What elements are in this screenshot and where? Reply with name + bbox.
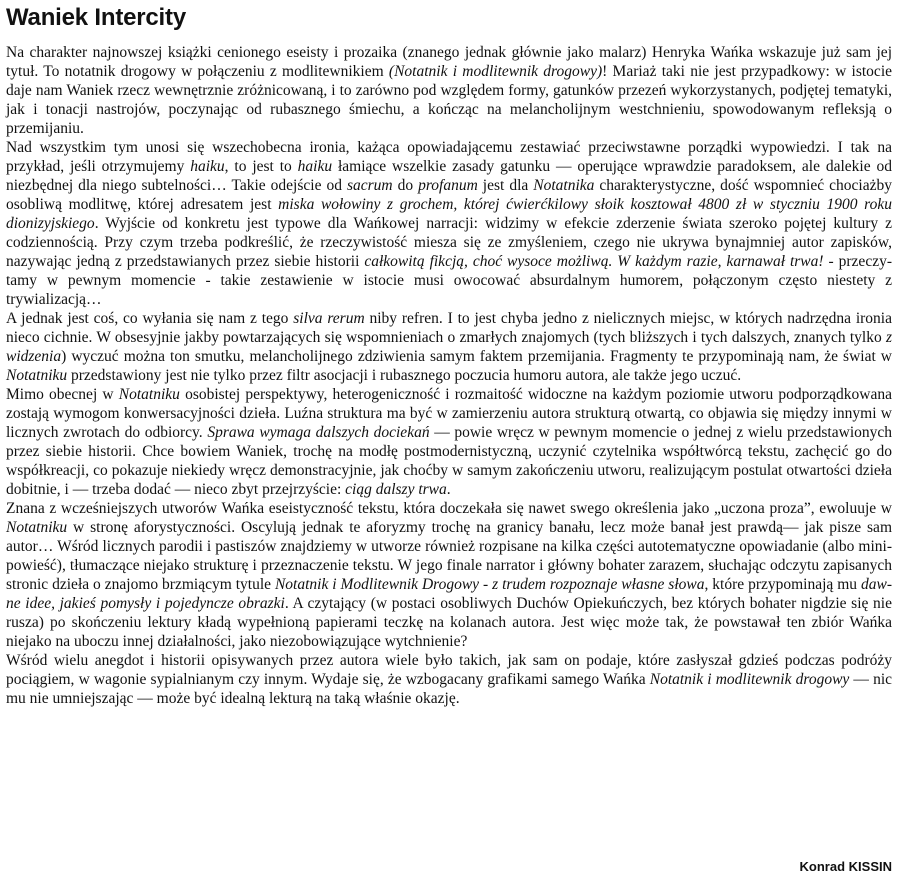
text-run: Nad wszystkim tym unosi się wszechobecna ironia, każąca opowiadającemu zestawiać przeciwstawne porządki wypowiedzi. I tak na przykład, jeśli otrzymujemy [6, 139, 892, 175]
text-run: , to jest to [224, 158, 298, 175]
text-run: . [446, 481, 451, 498]
text-run: charakterystyczne, dość wspomnieć chociażby osobliwą modlitwę, której adresatem jest [6, 177, 893, 213]
italic-run: miska wołowiny z grochem, której ćwierćkilowy słoik kosztował 4800 zł w styczniu 1900 roku dionizyjskiego [6, 196, 892, 232]
text-run: , które przypominają mu [704, 576, 861, 593]
text-run: A jednak jest coś, co wyłania się nam z tego [6, 310, 294, 327]
text-run: niby refren. I to jest chyba jedno z nielicznych miejsc, w których nadrzędna ironia nieco cichnie. W obsesyjnie jakby powtarzających się wspomnieniach o zmarłych znajomych (tych bliższych i tych dalszych, znanych tylko [6, 310, 892, 346]
italic-run: Notatniku [6, 519, 68, 536]
text-run: ! Mariaż taki nie jest przypadkowy: w istocie daje nam Waniek rzecz wewnętrznie zróżnicowaną, i to zarówno pod względem formy, gatunków przezeń wykorzystanych, podjętej tematyki, jak i tonacji nastrojów, poczynając od rubasznego śmiechu, a kończąc na melancholijnym westchnieniu, spowodowanym refleksją o przemijaniu. [6, 63, 892, 137]
text-run: do [392, 177, 419, 194]
text-run: Mimo obecnej w [6, 386, 119, 403]
text-run: przedstawiony jest nie tylko przez filtr asocjacji i rubasznego poczucia humoru autora, ale także jego uczuć. [67, 367, 742, 384]
text-run: jest dla [477, 177, 534, 194]
italic-run: całkowitą fikcją, choć wysoce możliwą. W każdym razie, karnawał trwa! [364, 253, 824, 270]
article-body [6, 43, 892, 708]
text-run: . A czytający (w postaci osobliwych Duchów Opiekuńczych, bez których bohater nigdzie się nie rusza) po skończeniu lektury kładą wypełnioną papierami teczkę na kolanach autora. Jest więc może tak, że powstawał ten zbiór Wańka niejako na uboczu innej działalności, jako niezobowiązujące wytchnienie? [6, 595, 892, 650]
italic-run: silva rerum [293, 310, 365, 327]
text-run: — nic mu nie umniejszając — może być idealną lekturą na taką właśnie okazję. [6, 671, 893, 707]
italic-run: haiku [297, 158, 333, 175]
author-signature: Konrad KISSIN [799, 859, 892, 874]
paragraph-2 [6, 138, 892, 309]
italic-run: sacrum [346, 177, 393, 194]
text-run: — powie wręcz w pewnym momencie o jednej z wielu przedstawionych przez siebie historii. Chce bowiem Waniek, trochę na modłę postmodernistyczną, uczynić czytelnika współtwórcą tekstu, zachęcić go do współkreacji, co pokazuje niekiedy wręcz demonstracyjnie, jak choćby w samym zakończeniu utworu, realizującym postulat otwartości dzieła dobitnie, i — trzeba dodać — nieco zbyt przejrzyście: [6, 424, 893, 498]
italic-run: dawne idee, jakieś pomysły i pojedyncze obrazki [6, 576, 892, 612]
text-run: Znana z wcześniejszych utworów Wańka eseistyczność tekstu, która doczekała się nawet swego określenia jako „uczona proza”, ewoluuje w [6, 500, 892, 517]
italic-run: ciąg dalszy trwa [345, 481, 447, 498]
italic-run: haiku [190, 158, 225, 175]
paragraph-6 [6, 651, 892, 708]
italic-run: z widzenia [6, 329, 892, 365]
text-run: Wśród wielu anegdot i historii opisywanych przez autora wiele było takich, jak sam on podaje, które zasłyszał gdzieś podczas podróży pociągiem, w wagonie sypialnianym czy innym. Wydaje się, że wzbogacany grafikami samego Wańka [6, 652, 892, 688]
text-run: . Wyjście od konkretu jest typowe dla Wańkowej narracji: widzimy w efekcie zderzenie świata szeroko pojętej kultury z codziennością. Przy czym trzeba podkreślić, że rzeczywistość miesza się ze zmyśleniem, czego nie ukrywa bynajmniej autor zapisków, nazywając jedną z przedstawianych przez siebie historii [6, 215, 892, 270]
italic-run: Notatnik i Modlitewnik Drogowy - z trudem rozpoznaje własne słowa [274, 576, 705, 593]
italic-run: Notatnika [533, 177, 595, 194]
italic-run: Notatniku [6, 367, 68, 384]
italic-run: Notatniku [118, 386, 180, 403]
paragraph-1 [6, 43, 892, 138]
paragraph-3 [6, 309, 892, 385]
italic-run: profanum [418, 177, 478, 194]
text-run: Na charakter najnowszej książki cenionego eseisty i prozaika (znanego jednak głównie jako malarz) Henryka Wańka wskazuje już sam jej tytuł. To notatnik drogowy w połączeniu z modlitewnikiem [6, 44, 892, 80]
italic-run: (Notatnik i modlitewnik drogowy) [388, 63, 603, 80]
text-run: osobistej perspektywy, heterogeniczność i rozmaitość widoczne na każdym poziomie utworu podporządkowana zostają wymogom konwersacyjności dzieła. Luźna struktura ma być w zamierzeniu autora strukturą otwartą, co objawia się między innymi w licznych zwrotach do odbiorcy. [6, 386, 892, 441]
article-title: Waniek Intercity [6, 4, 186, 31]
italic-run: Notatnik i modlitewnik drogowy [649, 671, 850, 688]
paragraph-5 [6, 499, 892, 651]
text-run: - przeczytamy w pewnym momencie - takie zestawienie w istocie musi owocować absurdalnym humorem, połączonym często niestety z trywializacją… [6, 253, 892, 308]
text-run: w stronę aforystyczności. Oscylują jednak te aforyzmy trochę na granicy banału, lecz może banał jest prawdą— jak pisze sam autor… Wśród licznych parodii i pastiszów znajdziemy w utworze również rozpisane na kilka części autotematyczne opowiadanie (albo mini-powieść), tłumaczące niejako strukturę i przeznaczenie tekstu. W jego finale narrator i główny bohater zarazem, słuchając odczytu zapisanych stronic dzieła o znajomo brzmiącym tytule [6, 519, 892, 593]
text-run: łamiące wszelkie zasady gatunku — operujące wprawdzie paradoksem, ale dalekie od niezbędnej dla niego subtelności… Takie odejście od [6, 158, 892, 194]
paragraph-4 [6, 385, 892, 499]
italic-run: Sprawa wymaga dalszych dociekań [207, 424, 430, 441]
text-run: ) wyczuć można ton smutku, melancholijnego zdziwienia samym faktem przemijania. Fragmenty te przypominają nam, że świat w [61, 348, 892, 365]
